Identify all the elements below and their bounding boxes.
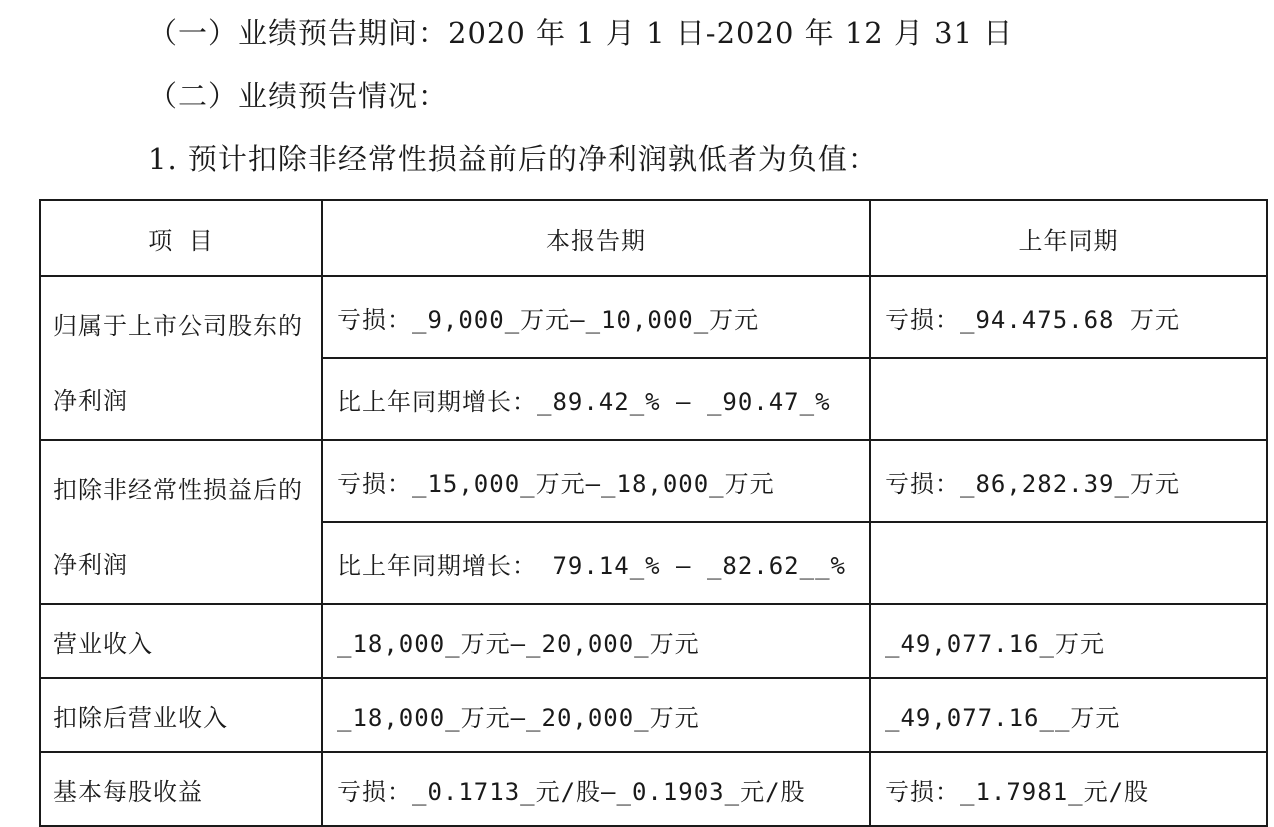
row-item-eps: 基本每股收益 — [40, 752, 322, 826]
row-item-net-profit-excl — [40, 440, 322, 604]
cell-current-growth: 比上年同期增长： 79.14_% – _82.62__% — [322, 522, 870, 604]
row-item-revenue-excl: 扣除后营业收入 — [40, 678, 322, 752]
forecast-item-1-line: 1. 预计扣除非经常性损益前后的净利润孰低者为负值： — [148, 142, 878, 176]
cell-prior-value: 亏损：_94.475.68 万元 — [870, 276, 1267, 358]
table-header-row — [40, 200, 1267, 276]
table-row — [40, 678, 1267, 752]
cell-current-value: _18,000_万元–_20,000_万元 — [322, 604, 870, 678]
table-row — [40, 604, 1267, 678]
cell-prior-value: 亏损：_86,282.39_万元 — [870, 440, 1267, 522]
cell-current-value: 亏损：_0.1713_元/股–_0.1903_元/股 — [322, 752, 870, 826]
row-item-label: 归属于上市公司股东的净利润 — [53, 312, 303, 415]
cell-prior-value: _49,077.16__万元 — [870, 678, 1267, 752]
row-item-revenue: 营业收入 — [40, 604, 322, 678]
performance-forecast-table — [39, 199, 1268, 827]
table-row — [40, 752, 1267, 826]
cell-current-value: 亏损：_15,000_万元–_18,000_万元 — [322, 440, 870, 522]
cell-prior-empty — [870, 358, 1267, 440]
forecast-period-line: （一）业绩预告期间：2020 年 1 月 1 日-2020 年 12 月 31 日 — [148, 16, 1014, 50]
row-item-label: 扣除非经常性损益后的净利润 — [53, 476, 303, 579]
row-item-net-profit — [40, 276, 322, 440]
forecast-status-line: （二）业绩预告情况： — [148, 79, 449, 113]
cell-prior-value: _49,077.16_万元 — [870, 604, 1267, 678]
cell-current-value: 亏损：_9,000_万元–_10,000_万元 — [322, 276, 870, 358]
table-row — [40, 276, 1267, 358]
cell-current-value: _18,000_万元–_20,000_万元 — [322, 678, 870, 752]
cell-current-growth: 比上年同期增长：_89.42_% – _90.47_% — [322, 358, 870, 440]
table-row — [40, 440, 1267, 522]
header-prior-period: 上年同期 — [870, 200, 1267, 276]
header-current-period: 本报告期 — [322, 200, 870, 276]
cell-prior-value: 亏损：_1.7981_元/股 — [870, 752, 1267, 826]
cell-prior-empty — [870, 522, 1267, 604]
header-item: 项 目 — [40, 200, 322, 276]
